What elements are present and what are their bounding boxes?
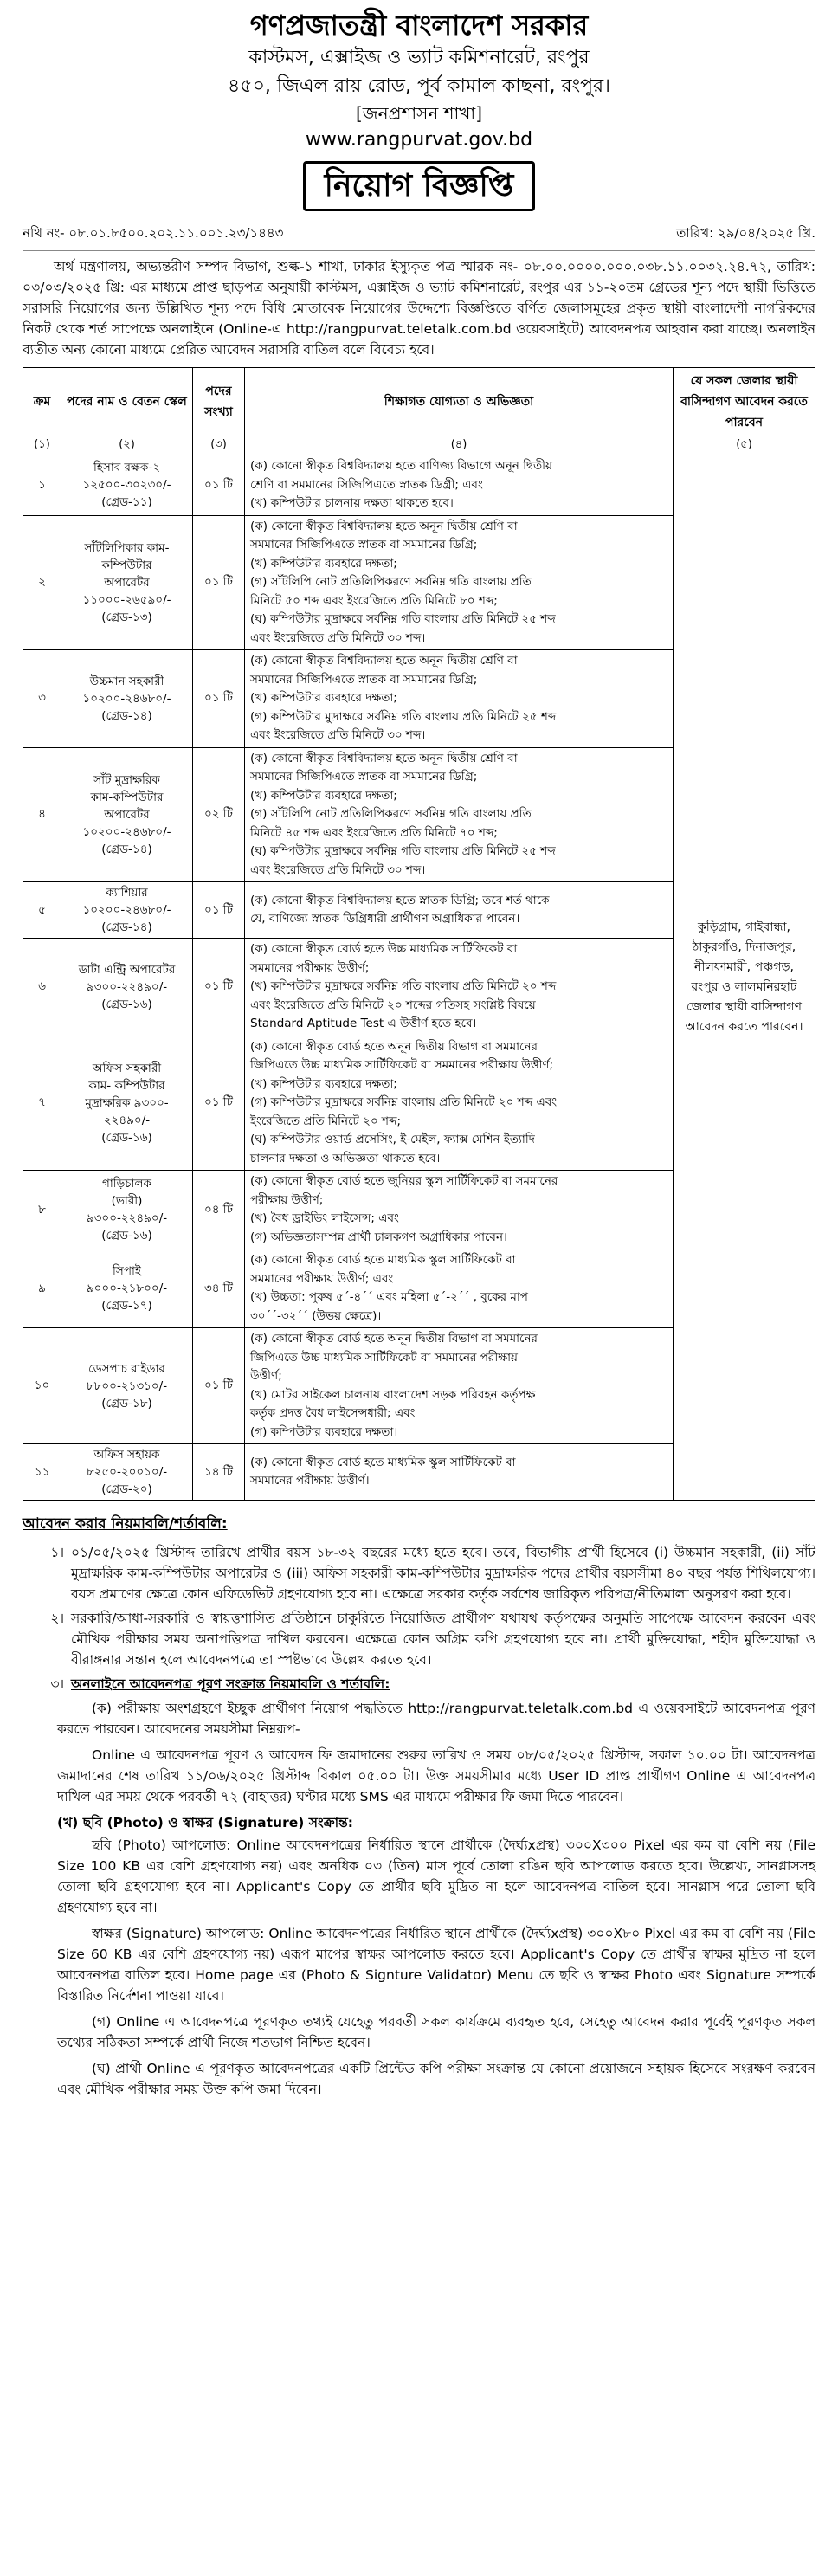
qualification-line: জিপিএতে উচ্চ মাধ্যমিক সার্টিফিকেট বা সমমানের পরীক্ষায় উত্তীর্ণ; bbox=[250, 1058, 554, 1072]
rule-item bbox=[23, 1608, 815, 1670]
post-count: ০৪ টি bbox=[193, 1171, 245, 1249]
post-name-cell bbox=[61, 650, 193, 748]
qualification-cell bbox=[245, 1171, 674, 1249]
qualification-cell bbox=[245, 882, 674, 939]
post-name-line: সিপাই bbox=[113, 1264, 141, 1278]
col-num: (৫) bbox=[674, 436, 815, 455]
post-name-line: হিসাব রক্ষক-২ bbox=[93, 461, 161, 475]
online-rules-title: অনলাইনে আবেদনপত্র পূরণ সংক্রান্ত নিয়মাবলি ও শর্তাবলি: bbox=[71, 1676, 390, 1692]
post-name-line: (গ্রেড-১৩) bbox=[101, 610, 152, 624]
rule-number: ৩। bbox=[50, 1676, 64, 1692]
qualification-line: (ঘ) কম্পিউটার মুদ্রাক্ষরে সর্বনিম্ন গতি বাংলায় প্রতি মিনিটে ২৫ শব্দ bbox=[250, 844, 556, 858]
photo-upload-rule: ছবি (Photo) আপলোড: Online আবেদনপত্রের নির্ধারিত স্থানে প্রার্থীকে (দৈর্ঘ্যxপ্রস্থ) ৩০০X৩০০ Pixel এর কম বা বেশি নয় (File Size 100 KB এর বেশি গ্রহণযোগ্য নয়) এবং অনধিক ০৩ (তিন) মাস পূর্বে তোলা রঙিন ছবি আপলোড করতে হবে। উল্লেখ্য, সানগ্লাসসহ তোলা ছবি গ্রহণযোগ্য হবে না। Applicant's Copy তে প্রার্থীর ছবি মুদ্রিত না হলে আবেদনপত্র বাতিল হবে। সানগ্লাস পরে তোলা ছবি গ্রহণযোগ্য হবে না। bbox=[57, 1837, 815, 1915]
post-name-line: (গ্রেড-১৬) bbox=[101, 1229, 152, 1243]
qualification-line: (খ) কম্পিউটার মুদ্রাক্ষরে সর্বনিম্ন গতি বাংলায় প্রতি মিনিটে ২০ শব্দ bbox=[250, 979, 557, 993]
qualification-cell bbox=[245, 650, 674, 748]
post-name-cell bbox=[61, 515, 193, 650]
qualification-line: Standard Aptitude Test এ উত্তীর্ণ হতে হবে। bbox=[250, 1017, 477, 1030]
row-serial: ১১ bbox=[23, 1444, 61, 1501]
post-name-line: ১০২০০-২৪৬৮০/- bbox=[82, 691, 171, 706]
qualification-line: সমমানের সিজিপিএতে স্নাতক বা সমমানের ডিগ্রি; bbox=[250, 770, 478, 784]
qualification-line: এবং ইংরেজিতে প্রতি মিনিটে ৩০ শব্দ। bbox=[250, 728, 426, 742]
rule-item bbox=[23, 1542, 815, 1604]
letterhead bbox=[23, 0, 815, 220]
memo-number: নথি নং- ০৮.০১.৮৫০০.২০২.১১.০০১.২৩/১৪৪৩ bbox=[23, 225, 284, 241]
qualification-line: (খ) কম্পিউটার ব্যবহারে দক্ষতা; bbox=[250, 1076, 397, 1091]
memo-date: তারিখ: ২৯/০৪/২০২৫ খ্রি. bbox=[676, 225, 815, 241]
qualification-line: শ্রেণি বা সমমানের সিজিপিএতে স্নাতক ডিগ্রী; এবং bbox=[250, 477, 483, 492]
post-name-line: উচ্চমান সহকারী bbox=[89, 674, 164, 688]
post-name-cell bbox=[61, 939, 193, 1036]
intro-paragraph: অর্থ মন্ত্রণালয়, অভ্যন্তরীণ সম্পদ বিভাগ, শুল্ক-১ শাখা, ঢাকার ইস্যুকৃত পত্র স্মারক নং- ০৮.০০.০০০০.০০০.০৩৮.১১.০০৩২.২৪.৭২, তারিখ: ০৩/০৩/২০২৫ খ্রি: এর মাধ্যমে প্রাপ্ত ছাড়পত্র অনুযায়ী কাস্টমস, এক্সাইজ ও ভ্যাট কমিশনারেট, রংপুর এর ১১-২০তম গ্রেডের শূন্য পদে স্থায়ী ভিত্তিতে সরাসরি নিয়োগের জন্য উল্লিখিত শূন্য পদে বিধি মোতাবেক নিয়োগের উদ্দেশ্যে বিজ্ঞপ্তিতে বর্ণিত জেলাসমূহের প্রকৃত স্থায়ী বাংলাদেশী নাগরিকদের নিকট থেকে শর্ত সাপেক্ষে অনলাইনে (Online-এ http://rangpurvat.teletalk.com.bd ওয়েবসাইটে) আবেদনপত্র আহবান করা যাচ্ছে। অনলাইন ব্যতীত অন্য কোনো মাধ্যমে প্রেরিত আবেদন সরাসরি বাতিল বলে বিবেচ্য হবে। bbox=[23, 259, 815, 358]
qualification-line: (ক) কোনো স্বীকৃত বিশ্ববিদ্যালয় হতে অনূন দ্বিতীয় শ্রেণি বা bbox=[250, 519, 518, 533]
post-name-line: ডাটা এন্ট্রি অপারেটর bbox=[78, 962, 176, 977]
qualification-line: (খ) উচ্চতা: পুরুষ ৫´-৪´´ এবং মহিলা ৫´-২´´ , বুকের মাপ bbox=[250, 1290, 528, 1304]
row-serial: ২ bbox=[23, 515, 61, 650]
qualification-line: (ঘ) কম্পিউটার ওয়ার্ড প্রসেসিং, ই-মেইল, ফ্যাক্স মেশিন ইত্যাদি bbox=[250, 1133, 535, 1146]
online-rule-k: (ক) পরীক্ষায় অংশগ্রহণে ইচ্ছুক প্রার্থীগণ নিয়োগ পদ্ধতিতে http://rangpurvat.teletalk.com.bd এ ওয়েবসাইটে আবেদনপত্র পূরণ করতে পারবেন। আবেদনের সময়সীমা নিম্নরূপ- bbox=[57, 1701, 815, 1737]
qualification-line: (গ) সাঁটলিপি নোট প্রতিলিপিকরণে সর্বনিম্ন গতি বাংলায় প্রতি bbox=[250, 575, 532, 589]
qualification-cell bbox=[245, 1249, 674, 1328]
post-count: ০২ টি bbox=[193, 747, 245, 882]
post-name-line: গাড়িচালক bbox=[102, 1177, 151, 1191]
qualification-line: (ক) কোনো স্বীকৃত বিশ্ববিদ্যালয় হতে অনূন দ্বিতীয় শ্রেণি বা bbox=[250, 751, 518, 765]
qualification-cell bbox=[245, 1444, 674, 1501]
post-count: ০১ টি bbox=[193, 939, 245, 1036]
row-serial: ৪ bbox=[23, 747, 61, 882]
website-link[interactable]: www.rangpurvat.gov.bd bbox=[305, 129, 533, 151]
qualification-line: (ক) কোনো স্বীকৃত বিশ্ববিদ্যালয় হতে বাণিজ্য বিভাগে অনূন দ্বিতীয় bbox=[250, 459, 552, 473]
office-address: ৪৫০, জিএল রায় রোড, পূর্ব কামাল কাছনা, রংপুর। bbox=[228, 75, 610, 97]
qualification-line: সমমানের পরীক্ষায় উত্তীর্ণ; এবং bbox=[250, 1271, 394, 1286]
col-num: (৩) bbox=[193, 436, 245, 455]
rule-text: ০১/০৫/২০২৫ খ্রিস্টাব্দ তারিখে প্রার্থীর বয়স ১৮-৩২ বছরের মধ্যে হতে হবে। তবে, বিভাগীয় প্রার্থী হিসেবে (i) উচ্চমান সহকারী, (ii) সাঁট মুদ্রাক্ষরিক কাম-কম্পিউটার অপারেটর ও (iii) অফিস সহকারী কাম-কম্পিউটার মুদ্রাক্ষরিক পদের প্রার্থীর বয়সসীমা ৪০ বছর পর্যন্ত শিথিলযোগ্য। বয়স প্রমাণের ক্ষেত্রে কোন এফিডেভিট গ্রহণযোগ্য হবে না। এক্ষেত্রে সরকার কর্তৃক সর্বশেষ জারিকৃত পরিপত্র/নীতিমালা অনুসরণ করা হবে। bbox=[71, 1545, 815, 1602]
post-name-line: অপারেটর bbox=[104, 807, 150, 822]
col-num: (১) bbox=[23, 436, 61, 455]
table-row bbox=[23, 455, 815, 516]
header-districts: যে সকল জেলার স্থায়ী বাসিন্দাগণ আবেদন করতে পারবেন bbox=[674, 368, 815, 436]
qualification-line: ৩০´´-৩২´´ (উভয় ক্ষেত্রে)। bbox=[250, 1308, 382, 1323]
row-serial: ৭ bbox=[23, 1036, 61, 1171]
post-count: ১৪ টি bbox=[193, 1444, 245, 1501]
qualification-line: এবং ইংরেজিতে প্রতি মিনিটে ২০ শব্দের গতিসহ সংশ্লিষ্ট বিষয়ে bbox=[250, 997, 536, 1012]
qualification-line: (খ) মোটর সাইকেল চালনায় বাংলাদেশ সড়ক পরিবহন কর্তৃপক্ষ bbox=[250, 1387, 536, 1402]
post-name-line: সাঁটলিপিকার কাম- bbox=[84, 540, 170, 555]
qualification-line: সমমানের সিজিপিএতে স্নাতক বা সমমানের ডিগ্রি; bbox=[250, 538, 478, 552]
qualification-line: (গ) কম্পিউটার মুদ্রাক্ষরে সর্বনিম্ন গতি বাংলায় প্রতি মিনিটে ২৫ শব্দ bbox=[250, 709, 557, 724]
post-name-line: সাঁট মুদ্রাক্ষরিক bbox=[93, 772, 160, 787]
post-count: ০১ টি bbox=[193, 650, 245, 748]
notice-title: নিয়োগ বিজ্ঞপ্তি bbox=[303, 161, 536, 211]
post-name-line: ১২৫০০-৩০২৩০/- bbox=[82, 478, 171, 493]
row-serial: ৫ bbox=[23, 882, 61, 939]
qualification-line: ইংরেজিতে প্রতি মিনিটে ২০ শব্দ; bbox=[250, 1114, 402, 1128]
post-name-line: (গ্রেড-১১) bbox=[101, 495, 152, 510]
post-name-line: (গ্রেড-১৪) bbox=[101, 842, 152, 856]
branch-name: [জনপ্রশাসন শাখা] bbox=[355, 103, 483, 124]
qualification-line: (ক) কোনো স্বীকৃত বোর্ড হতে জুনিয়র স্কুল সার্টিফিকেট বা সমমানের bbox=[250, 1174, 558, 1188]
post-name-cell bbox=[61, 1249, 193, 1328]
header-qualification: শিক্ষাগত যোগ্যতা ও অভিজ্ঞতা bbox=[245, 368, 674, 436]
qualification-line: (ক) কোনো স্বীকৃত বিশ্ববিদ্যালয় হতে স্নাতক ডিগ্রি; তবে শর্ত থাকে bbox=[250, 893, 550, 907]
qualification-line: পরীক্ষায় উত্তীর্ণ; bbox=[250, 1192, 324, 1207]
post-name-line: ৯০০০-২১৮০০/- bbox=[86, 1282, 168, 1295]
post-name-line: ৯৩০০-২২৪৯০/- bbox=[86, 979, 168, 994]
post-name-line: ২২৪৯০/- bbox=[103, 1113, 151, 1127]
post-name-line: (গ্রেড-১৪) bbox=[101, 708, 152, 723]
post-name-line: (ভারী) bbox=[111, 1194, 143, 1208]
qualification-line: সমমানের পরীক্ষায় উত্তীর্ণ; bbox=[250, 960, 370, 975]
post-name-cell bbox=[61, 747, 193, 882]
post-count: ০১ টি bbox=[193, 515, 245, 650]
qualification-line: এবং ইংরেজিতে প্রতি মিনিটে ৩০ শব্দ। bbox=[250, 862, 426, 877]
qualification-line: (গ) অভিজ্ঞতাসম্পন্ন প্রার্থী চালকগণ অগ্রাধিকার পাবেন। bbox=[250, 1230, 507, 1244]
post-name-line: অফিস সহায়ক bbox=[93, 1448, 160, 1462]
row-serial: ৯ bbox=[23, 1249, 61, 1328]
qualification-line: (খ) বৈধ ড্রাইভিং লাইসেন্স; এবং bbox=[250, 1211, 399, 1225]
table-header-row bbox=[23, 368, 815, 436]
qualification-line: এবং ইংরেজিতে প্রতি মিনিটে ৩০ শব্দ। bbox=[250, 630, 426, 645]
post-name-line: (গ্রেড-১৮) bbox=[101, 1396, 152, 1411]
rule-text: সরকারি/আধা-সরকারি ও স্বায়ত্তশাসিত প্রতিষ্ঠানে চাকুরিতে নিয়োজিত প্রার্থীগণ যথাযথ কর্তৃপক্ষের অনুমতি সাপেক্ষে আবেদন করবেন এবং মৌখিক পরীক্ষার সময় অনাপত্তিপত্র দাখিল করবেন। এক্ষেত্রে কোন অগ্রিম কপি গ্রহণযোগ্য হবে না। প্রার্থী মুক্তিযোদ্ধা, শহীদ মুক্তিযোদ্ধা ও বীরাঙ্গনার সন্তান হলে আবেদনপত্রে তা স্পষ্টভাবে উল্লেখ করতে হবে। bbox=[71, 1611, 815, 1668]
qualification-line: (ক) কোনো স্বীকৃত বোর্ড হতে উচ্চ মাধ্যমিক সার্টিফিকেট বা bbox=[250, 942, 518, 956]
qualification-line: (খ) কম্পিউটার ব্যবহারে দক্ষতা; bbox=[250, 691, 397, 705]
post-name-line: (গ্রেড-১৬) bbox=[101, 1130, 152, 1145]
qualification-cell bbox=[245, 939, 674, 1036]
signature-upload-rule: স্বাক্ষর (Signature) আপলোড: Online আবেদনপত্রের নির্ধারিত স্থানে প্রার্থীকে (দৈর্ঘ্যxপ্রস্থ) ৩০০X৮০ Pixel এর কম বা বেশি নয় (File Size 60 KB এর বেশি গ্রহণযোগ্য নয়) এরূপ মাপের স্বাক্ষর আপলোড করতে হবে। Applicant's Copy তে প্রার্থীর স্বাক্ষর মুদ্রিত না হলে আবেদনপত্র বাতিল হবে। Home page এর (Photo & Signture Validator) Menu তে ছবি ও স্বাক্ষর Photo এবং Signature সম্পর্কে বিস্তারিত নির্দেশনা পাওয়া যাবে। bbox=[57, 1926, 815, 2004]
qualification-line: (গ) সাঁটলিপি নোট প্রতিলিপিকরণে সর্বনিম্ন গতি বাংলায় প্রতি bbox=[250, 807, 532, 821]
row-serial: ১ bbox=[23, 455, 61, 516]
qualification-line: (ক) কোনো স্বীকৃত বোর্ড হতে অনূন দ্বিতীয় বিভাগ বা সমমানের bbox=[250, 1039, 538, 1054]
rule-number: ২। bbox=[50, 1611, 64, 1626]
eligible-districts: কুড়িগ্রাম, গাইবান্ধা, ঠাকুরগাঁও, দিনাজপুর, নীলফামারী, পঞ্চগড়, রংপুর ও লালমনিরহাট জেলার স্থায়ী বাসিন্দাগণ আবেদন করতে পারবেন। bbox=[674, 455, 815, 1501]
post-count: ০১ টি bbox=[193, 882, 245, 939]
reference-line bbox=[23, 220, 815, 251]
qualification-line: কর্তৃক প্রদত্ত বৈধ লাইসেন্সধারী; এবং bbox=[250, 1406, 416, 1420]
post-name-cell bbox=[61, 1328, 193, 1444]
post-name-line: ৮৮০০-২১৩১০/- bbox=[86, 1378, 168, 1393]
qualification-cell bbox=[245, 515, 674, 650]
qualification-line: জিপিএতে উচ্চ মাধ্যমিক সার্টিফিকেট বা সমমানের পরীক্ষায় bbox=[250, 1350, 519, 1365]
post-name-line: (গ্রেড-১৬) bbox=[101, 997, 152, 1011]
post-name-line: ১১০০০-২৬৫৯০/- bbox=[82, 592, 171, 607]
header-serial: ক্রম bbox=[23, 368, 61, 436]
post-count: ০১ টি bbox=[193, 455, 245, 516]
qualification-cell bbox=[245, 1328, 674, 1444]
govt-name: গণপ্রজাতন্ত্রী বাংলাদেশ সরকার bbox=[249, 9, 589, 42]
header-post-count: পদের সংখ্যা bbox=[193, 368, 245, 436]
post-name-cell bbox=[61, 455, 193, 516]
post-name-cell bbox=[61, 1171, 193, 1249]
photo-signature-title: (খ) ছবি (Photo) ও স্বাক্ষর (Signature) সংক্রান্ত: bbox=[57, 1815, 353, 1830]
qualification-line: (খ) কম্পিউটার ব্যবহারে দক্ষতা; bbox=[250, 556, 397, 571]
online-dates: Online এ আবেদনপত্র পূরণ ও আবেদন ফি জমাদানের শুরুর তারিখ ও সময় ০৮/০৫/২০২৫ খ্রিস্টাব্দ, সকাল ১০.০০ টা। আবেদনপত্র জমাদানের শেষ তারিখ ১১/০৬/২০২৫ খ্রিস্টাব্দ বিকাল ০৫.০০ টা। উক্ত সময়সীমার মধ্যে User ID প্রাপ্ত প্রার্থীগণ Online এ আবেদনপত্র দাখিল এর সময় থেকে পরবর্তী ৭২ (বাহাত্তর) ঘণ্টার মধ্যে SMS এর মাধ্যমে পরীক্ষার ফি জমা দিতে পারবেন। bbox=[57, 1747, 815, 1804]
post-name-line: অপারেটর bbox=[104, 575, 150, 590]
post-name-line: ক্যাশিয়ার bbox=[106, 886, 148, 900]
row-serial: ৬ bbox=[23, 939, 61, 1036]
online-rule-gh: (ঘ) প্রার্থী Online এ পূরণকৃত আবেদনপত্রের একটি প্রিন্টেড কপি পরীক্ষা সংক্রান্ত যে কোনো প্রয়োজনে সহায়ক হিসেবে সংরক্ষণ করবেন এবং মৌখিক পরীক্ষার সময় উক্ত কপি জমা দিবেন। bbox=[57, 2061, 815, 2097]
post-name-line: অফিস সহকারী bbox=[92, 1061, 162, 1075]
row-serial: ১০ bbox=[23, 1328, 61, 1444]
qualification-line: (খ) কম্পিউটার চালনায় দক্ষতা থাকতে হবে। bbox=[250, 496, 454, 510]
qualification-line: মিনিটে ৫০ শব্দ এবং ইংরেজিতে প্রতি মিনিটে ৮০ শব্দ; bbox=[250, 593, 498, 608]
qualification-cell bbox=[245, 1036, 674, 1171]
qualification-line: সমমানের পরীক্ষায় উত্তীর্ণ। bbox=[250, 1474, 370, 1488]
post-name-line: ১০২০০-২৪৬৮০/- bbox=[82, 903, 171, 917]
col-num: (২) bbox=[61, 436, 193, 455]
post-name-line: ১০২০০-২৪৬৮০/- bbox=[82, 824, 171, 839]
posts-table-body bbox=[23, 455, 815, 1501]
qualification-line: সমমানের সিজিপিএতে স্নাতক বা সমমানের ডিগ্রি; bbox=[250, 672, 478, 687]
post-name-line: (গ্রেড-১৪) bbox=[101, 920, 152, 934]
post-name-line: মুদ্রাক্ষরিক ৯৩০০- bbox=[85, 1095, 169, 1110]
post-count: ০১ টি bbox=[193, 1036, 245, 1171]
qualification-line: (খ) কম্পিউটার ব্যবহারে দক্ষতা; bbox=[250, 788, 397, 803]
qualification-line: চালনার দক্ষতা ও অভিজ্ঞতা থাকতে হবে। bbox=[250, 1151, 441, 1165]
post-name-line: ডেসপাচ রাইডার bbox=[88, 1361, 165, 1376]
post-name-line: (গ্রেড-২০) bbox=[101, 1482, 152, 1496]
post-name-cell bbox=[61, 1036, 193, 1171]
post-name-line: (গ্রেড-১৭) bbox=[101, 1299, 152, 1313]
qualification-cell bbox=[245, 747, 674, 882]
qualification-line: যে, বাণিজ্যে স্নাতক ডিগ্রিধারী প্রার্থীগণ অগ্রাধিকার পাবেন। bbox=[250, 912, 520, 926]
online-rule-g: (গ) Online এ আবেদনপত্রে পূরণকৃত তথ্যই যেহেতু পরবর্তী সকল কার্যক্রমে ব্যবহৃত হবে, সেহেতু আবেদন করার পূর্বেই পূরণকৃত সকল তথ্যের সঠিকতা সম্পর্কে প্রার্থী নিজে শতভাগ নিশ্চিত হবেন। bbox=[57, 2014, 815, 2050]
post-name-line: ৮২৫০-২০০১০/- bbox=[86, 1465, 168, 1479]
post-count: ০১ টি bbox=[193, 1328, 245, 1444]
qualification-line: (ঘ) কম্পিউটার মুদ্রাক্ষরে সর্বনিম্ন গতি বাংলায় প্রতি মিনিটে ২৫ শব্দ bbox=[250, 612, 556, 626]
post-name-cell bbox=[61, 882, 193, 939]
row-serial: ৩ bbox=[23, 650, 61, 748]
qualification-line: (গ) কম্পিউটার মুদ্রাক্ষরে সর্বনিম্ন বাংলায় প্রতি মিনিটে ২০ শব্দ এবং bbox=[250, 1095, 558, 1109]
qualification-cell bbox=[245, 455, 674, 516]
qualification-line: (ক) কোনো স্বীকৃত বিশ্ববিদ্যালয় হতে অনূন দ্বিতীয় শ্রেণি বা bbox=[250, 654, 518, 668]
rule-item bbox=[23, 1674, 815, 1695]
qualification-line: (ক) কোনো স্বীকৃত বোর্ড হতে মাধ্যমিক স্কুল সার্টিফিকেট বা bbox=[250, 1455, 516, 1469]
office-name: কাস্টমস, এক্সাইজ ও ভ্যাট কমিশনারেট, রংপুর bbox=[248, 47, 590, 68]
header-post-name: পদের নাম ও বেতন স্কেল bbox=[61, 368, 193, 436]
qualification-line: মিনিটে ৪৫ শব্দ এবং ইংরেজিতে প্রতি মিনিটে ৭০ শব্দ; bbox=[250, 825, 498, 840]
post-name-line: কাম- কম্পিউটার bbox=[88, 1078, 165, 1093]
post-name-line: কাম-কম্পিউটার bbox=[90, 790, 164, 804]
qualification-line: (ক) কোনো স্বীকৃত বোর্ড হতে অনূন দ্বিতীয় বিভাগ বা সমমানের bbox=[250, 1332, 538, 1346]
posts-table bbox=[23, 367, 815, 1501]
rule-number: ১। bbox=[50, 1545, 64, 1560]
qualification-line: উত্তীর্ণ; bbox=[250, 1369, 282, 1383]
post-count: ৩৪ টি bbox=[193, 1249, 245, 1328]
column-number-row bbox=[23, 436, 815, 455]
rules-title: আবেদন করার নিয়মাবলি/শর্তাবলি: bbox=[23, 1515, 228, 1533]
post-name-line: ৯৩০০-২২৪৯০/- bbox=[86, 1211, 168, 1225]
post-name-line: কম্পিউটার bbox=[101, 558, 152, 572]
qualification-line: (গ) কম্পিউটার ব্যবহারে দক্ষতা। bbox=[250, 1424, 398, 1439]
qualification-line: (ক) কোনো স্বীকৃত বোর্ড হতে মাধ্যমিক স্কুল সার্টিফিকেট বা bbox=[250, 1253, 516, 1267]
col-num: (৪) bbox=[245, 436, 674, 455]
post-name-cell bbox=[61, 1444, 193, 1501]
row-serial: ৮ bbox=[23, 1171, 61, 1249]
